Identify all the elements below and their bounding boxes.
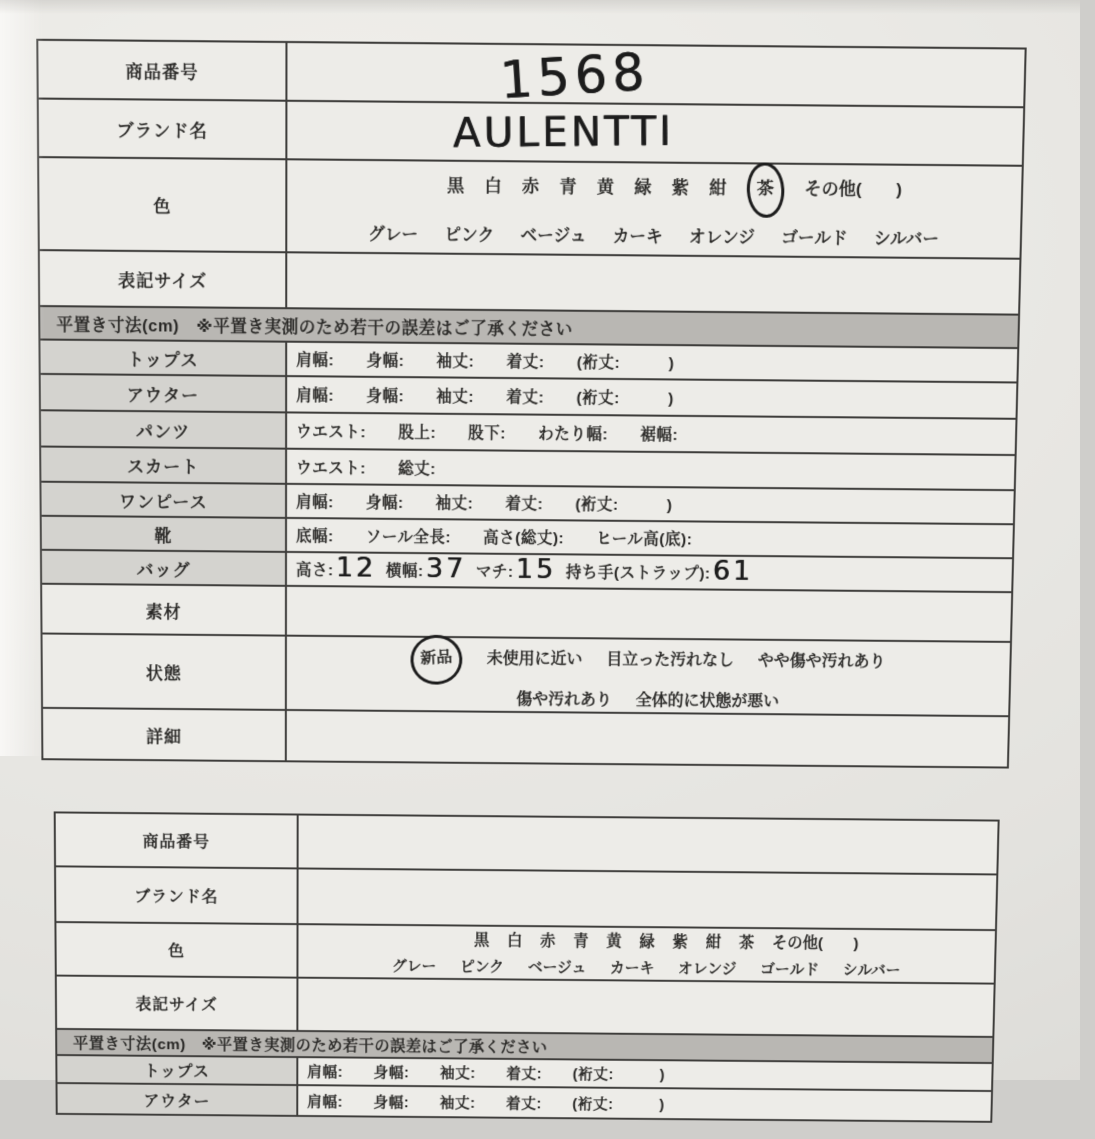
row-listed-size-2 [57,977,994,1038]
row-product-number [38,41,1024,111]
color-option-other-2: その他( ) [771,934,859,952]
onepiece-label: ワンピース [41,483,287,517]
row-material [42,585,1011,643]
color-option-orange: オレンジ [688,227,756,247]
listed-size-label: 表記サイズ [40,251,287,307]
outerwear-measure-fields: 肩幅: 身幅: 袖丈: 着丈: (裄丈: ) [296,387,674,408]
detail-value-empty [287,711,1008,767]
condition-option-new-circled: 新品 [409,633,464,686]
bag-width-handwritten-value: 37 [425,552,467,584]
skirt-label: スカート [41,448,287,483]
color-option-purple-2: 紫 [672,933,689,951]
listed-size-value-empty-2 [298,979,993,1036]
color-option-green: 緑 [634,177,652,197]
color-option-gray: グレー [368,224,419,244]
color-option-white-2: 白 [507,932,523,949]
color-option-orange-2: オレンジ [677,960,737,978]
outerwear-label: アウター [41,375,287,411]
pants-label: パンツ [41,411,287,447]
onepiece-measure-fields: 肩幅: 身幅: 袖丈: 着丈: (裄丈: ) [296,493,673,515]
spec-form-2-blank [54,811,1000,1122]
product-number-label-2: 商品番号 [56,813,299,867]
outerwear-measure-fields-2: 肩幅: 身幅: 袖丈: 着丈: (裄丈: ) [307,1093,665,1113]
listed-size-value-empty [287,253,1019,313]
row-condition [43,634,1010,717]
row-brand-name-2 [56,867,996,931]
bag-depth-label: マチ: [475,563,514,581]
detail-label: 詳細 [43,709,287,760]
bag-strap-handwritten-value: 61 [712,555,754,587]
row-brand-name [39,100,1023,167]
color-option-purple: 紫 [671,177,690,198]
color-option-brown-circled: 茶 [745,161,785,218]
bag-measure-fields [295,551,763,589]
color-option-gold-2: ゴールド [760,960,820,978]
spec-form-1 [36,39,1026,769]
color-option-black: 黒 [447,175,465,196]
color-option-red-2: 赤 [540,932,556,950]
tops-label: トップス [40,341,287,376]
row-product-number-2 [56,813,998,875]
condition-options-line-1 [287,633,1010,689]
condition-option-poor: 全体的に状態が悪い [635,691,780,710]
brand-name-label-2: ブランド名 [56,867,299,923]
condition-option-damaged: 傷や汚れあり [516,690,612,709]
pants-measure-fields: ウエスト: 股上: 股下: わたり幅: 裾幅: [296,423,679,445]
color-options-line-2 [287,213,1020,260]
shoes-label: 靴 [42,517,287,551]
condition-option-some-wear: やや傷や汚れあり [757,652,886,671]
color-option-beige-2: ベージュ [527,958,587,976]
row-detail [43,709,1008,767]
color-label: 色 [39,158,287,251]
color-option-white: 白 [484,175,502,196]
color-option-silver-2: シルバー [842,961,901,979]
skirt-measure-fields: ウエスト: 総丈: [296,459,436,478]
color-option-khaki: カーキ [612,227,663,246]
product-number-label: 商品番号 [38,41,287,100]
color-option-navy-2: 紺 [705,933,722,951]
tops-measure-fields-2: 肩幅: 身幅: 袖丈: 着丈: (裄丈: ) [307,1063,666,1084]
flat-measurement-header-text-2: 平置き寸法(cm) ※平置き実測のため若干の誤差はご了承ください [72,1035,548,1056]
product-number-value-empty-2 [299,816,998,874]
color-option-pink: ピンク [444,225,495,245]
bag-depth-handwritten-value: 15 [515,553,557,585]
color-option-black-2: 黒 [473,931,490,949]
shoes-measure-fields: 底幅: ソール全長: 高さ(総丈): ヒール高(底): [296,528,693,549]
color-option-pink-2: ピンク [459,958,505,976]
color-option-other: その他( ) [804,178,903,200]
brand-name-label: ブランド名 [39,100,288,159]
color-option-blue: 青 [559,176,577,197]
color-option-gold: ゴールド [781,228,848,248]
color-option-brown-2: 茶 [738,934,755,951]
tops-measure-fields: 肩幅: 身幅: 袖丈: 着丈: (裄丈: ) [296,351,675,373]
color-option-blue-2: 青 [573,932,589,950]
material-label: 素材 [42,585,287,635]
bag-height-label: 高さ: [295,561,334,580]
color-option-khaki-2: カーキ [609,959,655,977]
outerwear-label-2: アウター [57,1084,298,1115]
color-option-beige: ベージュ [520,226,587,246]
condition-option-like-new: 未使用に近い [486,649,583,668]
tops-label-2: トップス [57,1056,298,1084]
brand-name-value-empty-2 [299,869,997,929]
color-option-green-2: 緑 [639,933,655,951]
bag-label: バッグ [42,551,287,585]
brand-name-handwritten-value: AULENTTI [452,107,675,157]
color-option-silver: シルバー [873,229,940,249]
material-value-empty [287,587,1011,641]
bag-height-handwritten-value: 12 [335,551,377,584]
row-color [39,158,1022,260]
color-option-red: 赤 [521,176,540,196]
bag-width-label: 横幅: [385,562,424,581]
product-number-handwritten-value: 1568 [497,41,651,111]
flat-measurement-header-text: 平置き寸法(cm) ※平置き実測のため若干の誤差はご了承ください [56,315,573,339]
condition-label: 状態 [43,634,287,708]
condition-option-no-stains: 目立った汚れなし [606,650,735,669]
color-option-yellow: 黄 [596,176,615,197]
color-option-navy: 紺 [709,177,727,198]
listed-size-label-2: 表記サイズ [57,977,299,1030]
color-option-yellow-2: 黄 [606,933,622,950]
color-label-2: 色 [56,923,298,977]
row-listed-size [40,251,1020,316]
row-color-2 [56,923,995,985]
color-options-line-1 [287,158,1021,220]
color-option-gray-2: グレー [391,957,437,975]
bag-strap-label: 持ち手(ストラップ): [565,564,711,583]
